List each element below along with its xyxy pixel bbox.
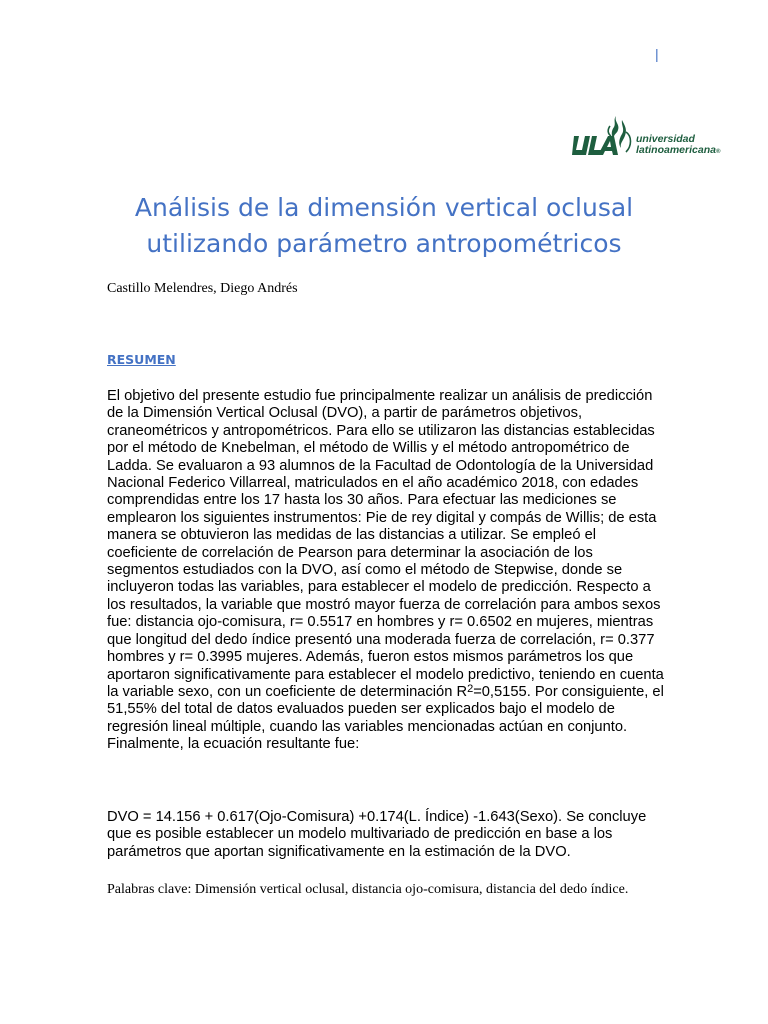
paper-title xyxy=(60,190,708,262)
title-line1: Análisis de la dimensión vertical oclusal xyxy=(134,193,634,222)
equation-paragraph: DVO = 14.156 + 0.617(Ojo-Comisura) +0.174(L. Índice) -1.643(Sexo). Se concluye que es posible establecer un modelo multivariado de predicción en base a los parámetros que aportan significativamente en la estimación de la DVO. xyxy=(107,809,647,860)
registered-mark: ® xyxy=(715,149,721,155)
abstract-paragraph: El objetivo del presente estudio fue principalmente realizar un análisis de predicción de la Dimensión Vertical Oclusal (DVO), a partir de parámetros objetivos, craneométricos y antropométricos. Para ello se utilizaron las distancias establecidas por el método de Knebelman, el método de Willis y el método antropométrico de Ladda. Se evaluaron a 93 alumnos de la Facultad de Odontología de la Universidad Nacional Federico Villarreal, matriculados en el año académico 2018, con edades comprendidas entre los 17 hasta los 30 años. Para efectuar las mediciones se emplearon los siguientes instrumentos: Pie de rey digital y compás de Willis; de esta manera se obtuvieron las medidas de las distancias a utilizar. Se empleó el coeficiente de correlación de Pearson para determinar la asociación de los segmentos estudiados con la DVO, así como el método de Stepwise, donde se incluyeron todas las variables, para establecer el modelo de predicción. Respecto a los resultados, la variable que mostró mayor fuerza de correlación para ambos sexos fue: distancia ojo-comisura, r= 0.5517 en hombres y r= 0.6502 en mujeres, mientras que longitud del dedo índice presentó una moderada fuerza de correlación, r= 0.377 hombres y r= 0.3995 mujeres. Además, fueron estos mismos parámetros los que aportaron significativamente para establecer el modelo predictivo, teniendo en cuenta la variable sexo, con un coeficiente de determinación $R^2=0,5155$. Por consiguiente, el 51,55% del total de datos evaluados pueden ser explicados bajo el modelo de regresión lineal múltiple, cuando las variables mencionadas actúan en conjunto. Finalmente, la ecuación resultante fue: xyxy=(107,388,664,753)
r-squared-superscript: 2 xyxy=(467,682,474,695)
logo-wordmark xyxy=(636,134,720,158)
author-name: Castillo Melendres, Diego Andrés xyxy=(107,281,298,296)
university-logo xyxy=(570,112,742,162)
title-line2: utilizando parámetro antropométricos xyxy=(146,229,622,258)
page-marker: | xyxy=(655,46,659,62)
logo-name-line1: universidad xyxy=(636,133,695,145)
ula-logo-mark-icon xyxy=(570,112,636,162)
keywords-paragraph: Palabras clave: Dimensión vertical oclusal, distancia ojo-comisura, distancia del dedo índice. xyxy=(107,882,629,897)
section-heading-resumen: RESUMEN xyxy=(107,352,176,367)
logo-name-line2: latinoamericana® xyxy=(636,144,721,156)
